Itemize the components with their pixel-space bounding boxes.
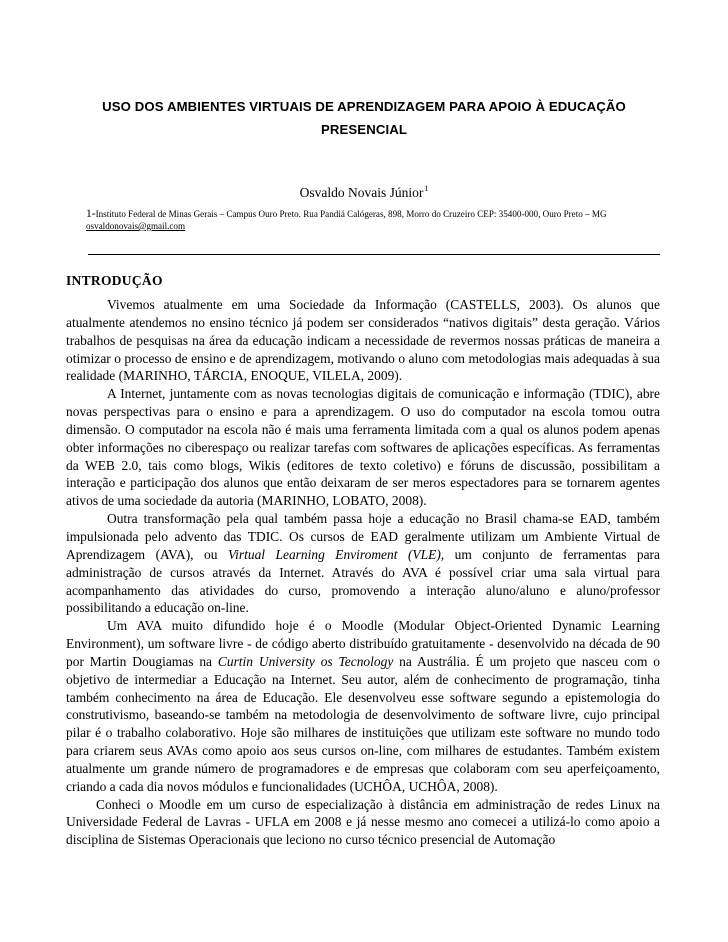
section-heading: INTRODUÇÃO [66,273,163,288]
paragraph-4 [66,617,660,795]
title-line-1: USO DOS AMBIENTES VIRTUAIS DE APRENDIZAGEM PARA APOIO À EDUCAÇÃO [102,99,626,114]
paragraph-3-text-a: Outra transformação pela qual também passa hoje a educação no Brasil chama-se EAD, também impulsionada pelo advento das TDIC. Os cursos de EAD geralmente utilizam um Ambiente Virtual de Aprendizagem (AVA), ou [66,511,660,562]
paragraph-4-text-a: Um AVA muito difundido hoje é o Moodle (Modular Object-Oriented Dynamic Learning Environment), um software livre - de código aberto distribuído gratuitamente - desenvolvido na década de 90 por Martin Dougiamas na [66,618,660,669]
paragraph-3-text-b: um conjunto de ferramentas para administração de cursos através da Internet. Através do AVA é possível criar uma sala virtual para acompanhamento das atividades do curso, promovendo a interação aluno/aluno e aluno/professor possibilitando a educação on-line. [66,546,660,616]
title-line-2: PRESENCIAL [321,122,407,137]
author-email-link[interactable]: osvaldonovais@gmail.com [86,221,186,231]
author-line [66,181,662,201]
paragraph-5: Conheci o Moodle em um curso de especialização à distância em administração de redes Linux na Universidade Federal de Lavras - UFLA em 2008 e já nesse mesmo ano comecei a utilizá-lo como apoio a disciplina de Sistemas Operacionais que leciono no curso técnico presencial de Automação [66,796,660,848]
body-text [66,296,660,849]
paragraph-4-italic: Curtin University os Tecnology [217,653,394,669]
paragraph-2: A Internet, juntamente com as novas tecnologias digitais de comunicação e informação (TDIC), abre novas perspectivas para o ensino e para a aprendizagem. O uso do computador na escola tomou outra dimensão. O computador na escola não é mais uma ferramenta limitada com a qual os alunos podem apenas obter informações no ciberespaço ou realizar tarefas com softwares de aplicações específicas. As ferramentas da WEB 2.0, tais como blogs, Wikis (editores de texto coletivo) e fóruns de discussão, possibilitam a interação e participação dos alunos que então deixaram de ser meros espectadores para se tornarem agentes ativos de uma sociedade da autoria (MARINHO, LOBATO, 2008). [66,386,660,509]
header-divider [88,254,660,255]
paragraph-1: Vivemos atualmente em uma Sociedade da Informação (CASTELLS, 2003). Os alunos que atualmente atendemos no ensino técnico já podem ser considerados “nativos digitais” desta geração. Vários trabalhos de pesquisas na área da educação indicam a necessidade de revermos nossas práticas de maneira a otimizar o processo de ensino e de aprendizagem, motivando o aluno com metodologias mais adequadas à sua realidade (MARINHO, TÁRCIA, ENOQUE, VILELA, 2009). [66,297,660,384]
author-footnote-marker: 1 [424,184,429,193]
paragraph-3-italic: Virtual Learning Enviroment (VLE), [227,546,445,562]
paragraph-4-text-b: na Austrália. É um projeto que nasceu com o objetivo de intermediar a Educação na Internet. Seu autor, além de conhecimento de programação, tinha também conhecimento na área de Educação. Ele desenvolveu esse software segundo a epistemologia do construtivismo, baseando-se também na metodologia de desenvolvimento de software livre, cujo principal pilar é o trabalho colaborativo. Hoje são milhares de instituições que utilizam este software no mundo todo para criarem seus AVAs como apoio aos seus cursos on-line, com milhares de estudantes. Também existem atualmente um grande número de programadores e de empresas que colaboram com seu aperfeiçoamento, criando a cada dia novos módulos e funcionalidades (UCHÔA, UCHÔA, 2008). [66,653,661,794]
paper-title [66,95,662,141]
affiliation-block [86,208,686,232]
affiliation-number: 1- [86,208,96,220]
author-name: Osvaldo Novais Júnior [299,185,424,200]
affiliation-text: Instituto Federal de Minas Gerais – Campus Ouro Preto. Rua Pandiá Calógeras, 898, Morro do Cruzeiro CEP: 35400-000, Ouro Preto – MG [95,209,607,219]
paragraph-3 [66,510,660,617]
